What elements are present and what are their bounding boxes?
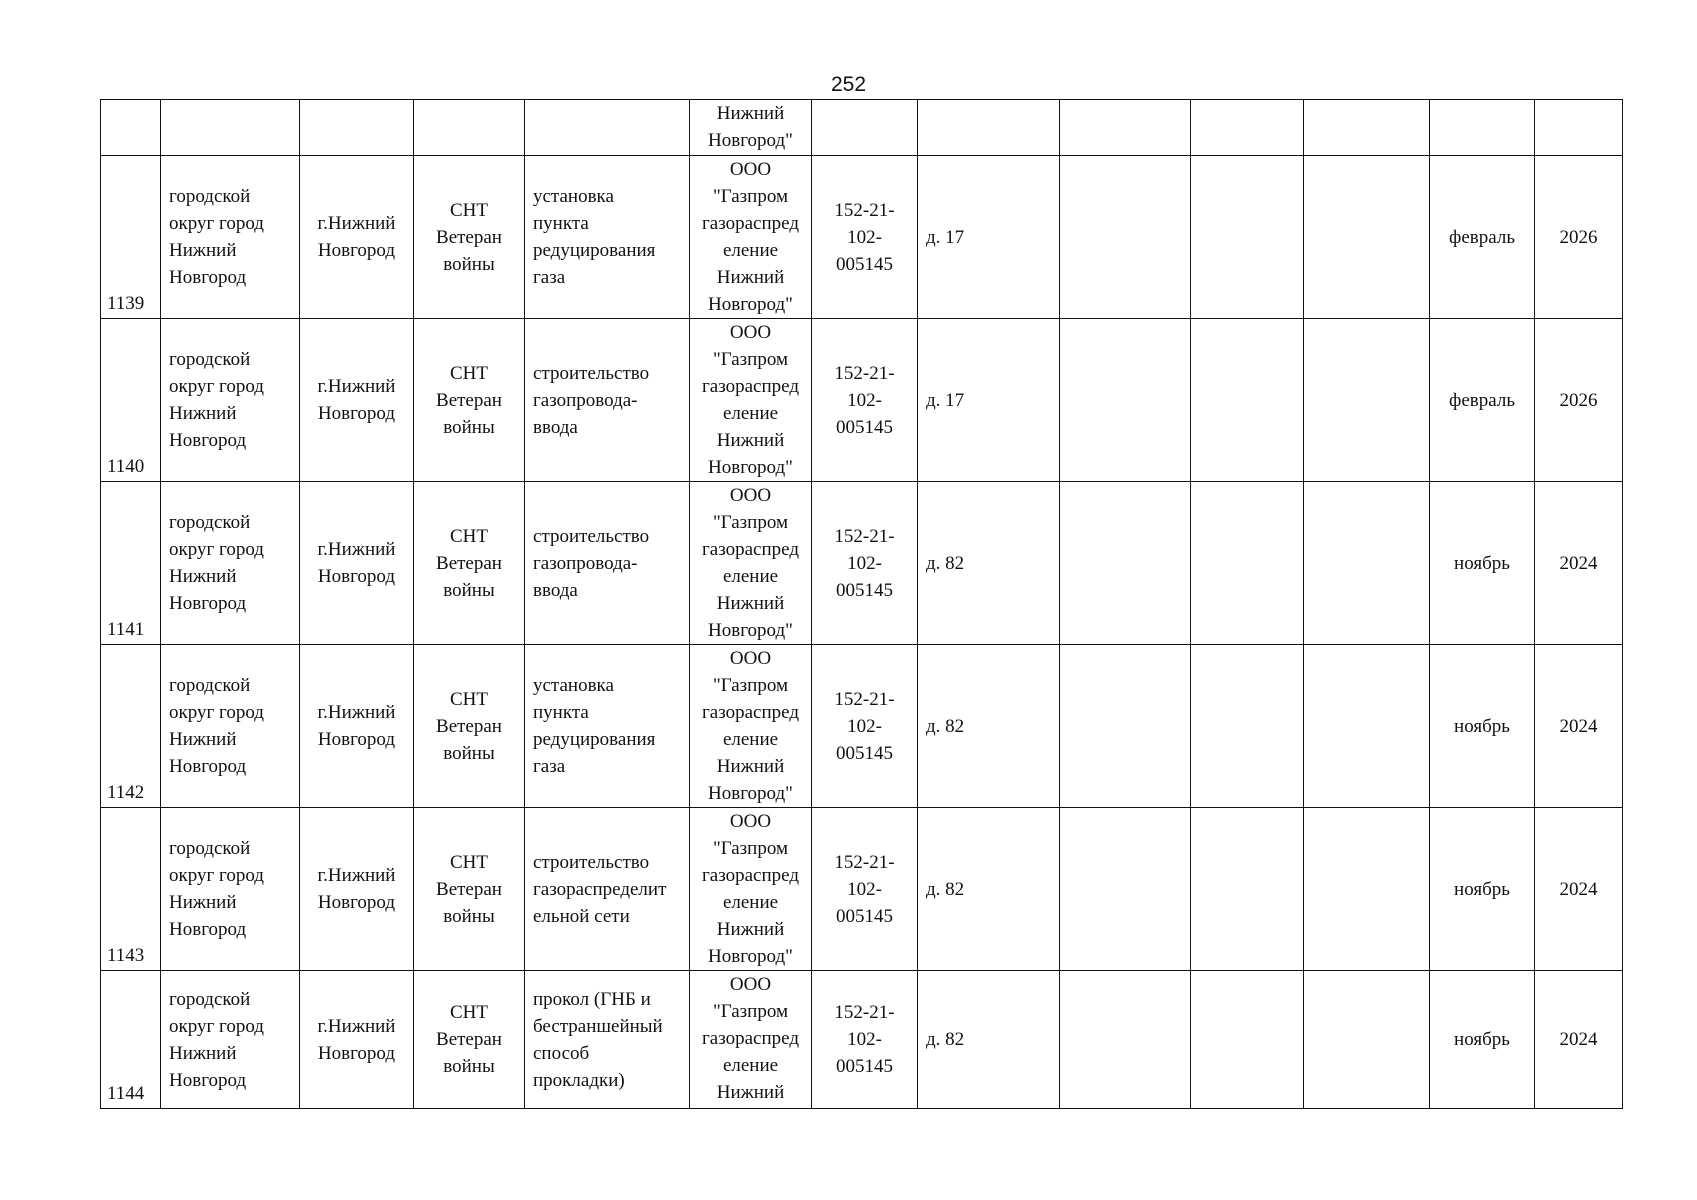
district-line: городской: [169, 675, 251, 696]
cell-address: [918, 100, 1060, 156]
table-body: [101, 100, 1623, 1109]
cell-year: 2024: [1535, 808, 1623, 971]
organization-line: Новгород": [708, 294, 793, 315]
cell-empty: [1060, 156, 1191, 319]
cell-empty: [1191, 645, 1304, 808]
work-line: строительство: [533, 525, 650, 547]
work-line: ельной сети: [533, 905, 630, 927]
code-line: 102-: [847, 552, 882, 574]
organization-line: Новгород": [708, 946, 793, 967]
cell-city: [300, 100, 414, 156]
organization-line: Нижний: [716, 1082, 785, 1103]
organization-line: газораспред: [701, 1028, 799, 1049]
organization-line: Нижний: [716, 593, 785, 614]
organization-line: "Газпром: [712, 512, 789, 533]
organization-line: ООО: [729, 974, 772, 995]
snt-line: войны: [443, 1056, 495, 1077]
cell-snt: [414, 319, 525, 482]
organization-line: Нижний: [716, 430, 785, 451]
code-line: 152-21-: [834, 1002, 895, 1023]
cell-empty: [1060, 808, 1191, 971]
work-line: ввода: [533, 416, 578, 438]
district-line: Нижний: [169, 566, 237, 587]
cell-city: [300, 482, 414, 645]
organization-line: "Газпром: [712, 186, 789, 207]
cell-num: 1139: [101, 156, 161, 319]
city-line: Новгород: [317, 1042, 396, 1064]
cell-address: д. 82: [918, 808, 1060, 971]
code-line: 102-: [847, 715, 882, 737]
cell-work: [525, 971, 690, 1109]
cell-empty: [1304, 971, 1430, 1109]
work-line: редуцирования: [533, 240, 656, 261]
cell-empty: [1304, 645, 1430, 808]
work-line: установка: [533, 675, 614, 696]
cell-code: [812, 645, 918, 808]
city-line: г.Нижний: [317, 376, 396, 397]
cell-empty: [1191, 156, 1304, 319]
cell-num: 1143: [101, 808, 161, 971]
organization-line: еление: [722, 1055, 779, 1076]
district-line: округ город: [169, 702, 264, 723]
cell-num: [101, 100, 161, 156]
cell-district: [161, 971, 300, 1109]
district-line: городской: [169, 349, 251, 370]
cell-num: 1141: [101, 482, 161, 645]
code-line: 005145: [836, 579, 893, 601]
table-row: [101, 156, 1623, 319]
code-line: 102-: [847, 226, 882, 248]
work-line: газа: [533, 756, 566, 777]
snt-line: СНТ: [450, 851, 488, 873]
cell-empty: [1060, 645, 1191, 808]
table-row: [101, 482, 1623, 645]
district-line: Новгород: [169, 267, 247, 288]
cell-empty: [1191, 971, 1304, 1109]
cell-snt: [414, 156, 525, 319]
cell-work: [525, 808, 690, 971]
cell-month: ноябрь: [1430, 971, 1535, 1109]
organization-line: "Газпром: [712, 349, 789, 370]
cell-month: ноябрь: [1430, 482, 1535, 645]
cell-work: [525, 100, 690, 156]
cell-organization: [690, 645, 812, 808]
cell-code: [812, 319, 918, 482]
city-line: Новгород: [317, 566, 396, 587]
cell-num: 1144: [101, 971, 161, 1109]
work-line: газа: [533, 267, 566, 288]
organization-line: "Газпром: [712, 675, 789, 696]
city-line: Новгород: [317, 240, 396, 261]
organization-line: Новгород": [708, 620, 793, 641]
snt-line: войны: [443, 905, 495, 927]
snt-line: Ветеран: [436, 878, 502, 900]
cell-empty: [1191, 482, 1304, 645]
work-line: установка: [533, 186, 614, 207]
district-line: Нижний: [169, 1042, 237, 1064]
district-line: Нижний: [169, 729, 237, 750]
cell-month: февраль: [1430, 319, 1535, 482]
code-line: 005145: [836, 742, 893, 764]
work-line: строительство: [533, 851, 650, 873]
cell-empty: [1191, 319, 1304, 482]
continuation-row: [101, 100, 1623, 156]
organization-line: газораспред: [701, 376, 799, 397]
cell-city: [300, 808, 414, 971]
cell-empty: [1060, 482, 1191, 645]
organization-line: еление: [722, 729, 779, 750]
code-line: 152-21-: [834, 362, 895, 384]
cell-month: ноябрь: [1430, 808, 1535, 971]
table-row: [101, 319, 1623, 482]
cell-city: [300, 156, 414, 319]
work-line: пункта: [533, 702, 589, 723]
organization-line: газораспред: [701, 865, 799, 886]
cell-empty: [1304, 100, 1430, 156]
district-line: Нижний: [169, 403, 237, 424]
cell-year: 2026: [1535, 319, 1623, 482]
cell-district: [161, 645, 300, 808]
snt-line: СНТ: [450, 525, 488, 547]
page-number: 252: [830, 73, 867, 96]
cell-empty: [1304, 319, 1430, 482]
work-line: способ: [533, 1042, 590, 1064]
code-line: 005145: [836, 416, 893, 438]
city-line: г.Нижний: [317, 213, 396, 234]
cell-organization: [690, 808, 812, 971]
code-line: 102-: [847, 1029, 882, 1050]
work-line: строительство: [533, 362, 650, 384]
cell-month: [1430, 100, 1535, 156]
cell-snt: [414, 482, 525, 645]
organization-line: ООО: [729, 648, 772, 669]
org-line: Нижний: [716, 103, 785, 124]
city-line: г.Нижний: [317, 702, 396, 723]
cell-code: [812, 100, 918, 156]
district-line: округ город: [169, 539, 264, 560]
snt-line: войны: [443, 253, 495, 275]
district-line: округ город: [169, 213, 264, 234]
organization-line: Нижний: [716, 919, 785, 940]
snt-line: СНТ: [450, 688, 488, 710]
cell-organization: [690, 100, 812, 156]
cell-city: [300, 645, 414, 808]
code-line: 102-: [847, 878, 882, 900]
work-line: газопровода-: [533, 389, 638, 411]
code-line: 005145: [836, 1056, 893, 1077]
cell-district: [161, 100, 300, 156]
cell-empty: [1304, 482, 1430, 645]
code-line: 005145: [836, 253, 893, 275]
snt-line: Ветеран: [436, 226, 502, 248]
organization-line: еление: [722, 566, 779, 587]
cell-year: 2026: [1535, 156, 1623, 319]
cell-city: [300, 319, 414, 482]
organization-line: Нижний: [716, 756, 785, 777]
code-line: 102-: [847, 389, 882, 411]
cell-work: [525, 482, 690, 645]
org-line: Новгород": [708, 130, 793, 151]
cell-num: 1140: [101, 319, 161, 482]
organization-line: газораспред: [701, 539, 799, 560]
district-line: городской: [169, 988, 251, 1010]
organization-line: Новгород": [708, 457, 793, 478]
cell-month: ноябрь: [1430, 645, 1535, 808]
city-line: Новгород: [317, 403, 396, 424]
work-line: газопровода-: [533, 552, 638, 574]
cell-code: [812, 156, 918, 319]
city-line: г.Нижний: [317, 539, 396, 560]
cell-work: [525, 156, 690, 319]
city-line: Новгород: [317, 892, 396, 913]
snt-line: войны: [443, 416, 495, 438]
city-line: г.Нижний: [317, 1015, 396, 1037]
cell-empty: [1060, 319, 1191, 482]
cell-district: [161, 808, 300, 971]
organization-line: "Газпром: [712, 838, 789, 859]
district-line: Новгород: [169, 1069, 247, 1091]
snt-line: Ветеран: [436, 552, 502, 574]
organization-line: ООО: [729, 811, 772, 832]
cell-organization: [690, 319, 812, 482]
cell-code: [812, 808, 918, 971]
organization-line: ООО: [729, 485, 772, 506]
work-line: газораспределит: [533, 878, 667, 900]
cell-city: [300, 971, 414, 1109]
organization-line: еление: [722, 403, 779, 424]
snt-line: СНТ: [450, 199, 488, 221]
code-line: 152-21-: [834, 688, 895, 710]
cell-year: [1535, 100, 1623, 156]
work-line: прокладки): [533, 1069, 625, 1091]
snt-line: СНТ: [450, 1002, 488, 1023]
code-line: 005145: [836, 905, 893, 927]
cell-empty: [1304, 808, 1430, 971]
organization-line: газораспред: [701, 213, 799, 234]
district-line: округ город: [169, 1015, 264, 1037]
cell-work: [525, 645, 690, 808]
cell-address: д. 17: [918, 319, 1060, 482]
cell-snt: [414, 645, 525, 808]
registry-table: [100, 99, 1623, 1109]
cell-num: 1142: [101, 645, 161, 808]
district-line: Новгород: [169, 756, 247, 777]
cell-empty: [1060, 100, 1191, 156]
organization-line: Нижний: [716, 267, 785, 288]
city-line: г.Нижний: [317, 865, 396, 886]
snt-line: Ветеран: [436, 715, 502, 737]
cell-empty: [1060, 971, 1191, 1109]
district-line: городской: [169, 512, 251, 533]
cell-district: [161, 482, 300, 645]
table-row: [101, 971, 1623, 1109]
work-line: пункта: [533, 213, 589, 234]
cell-snt: [414, 971, 525, 1109]
cell-year: 2024: [1535, 645, 1623, 808]
organization-line: ООО: [729, 322, 772, 343]
cell-snt: [414, 100, 525, 156]
cell-snt: [414, 808, 525, 971]
cell-organization: [690, 971, 812, 1109]
code-line: 152-21-: [834, 851, 895, 873]
cell-organization: [690, 482, 812, 645]
district-line: округ город: [169, 865, 264, 886]
district-line: городской: [169, 838, 251, 859]
organization-line: "Газпром: [712, 1001, 789, 1022]
cell-empty: [1191, 808, 1304, 971]
work-line: ввода: [533, 579, 578, 601]
cell-address: д. 17: [918, 156, 1060, 319]
organization-line: еление: [722, 892, 779, 913]
cell-address: д. 82: [918, 482, 1060, 645]
organization-line: Новгород": [708, 783, 793, 804]
table-row: [101, 808, 1623, 971]
snt-line: Ветеран: [436, 1029, 502, 1050]
cell-year: 2024: [1535, 971, 1623, 1109]
city-line: Новгород: [317, 729, 396, 750]
district-line: Новгород: [169, 430, 247, 451]
work-line: редуцирования: [533, 729, 656, 750]
district-line: округ город: [169, 376, 264, 397]
code-line: 152-21-: [834, 199, 895, 221]
snt-line: войны: [443, 742, 495, 764]
organization-line: еление: [722, 240, 779, 261]
work-line: прокол (ГНБ и: [533, 988, 651, 1010]
cell-organization: [690, 156, 812, 319]
cell-code: [812, 971, 918, 1109]
district-line: Новгород: [169, 919, 247, 940]
organization-line: газораспред: [701, 702, 799, 723]
district-line: Новгород: [169, 593, 247, 614]
table-row: [101, 645, 1623, 808]
cell-empty: [1191, 100, 1304, 156]
cell-address: д. 82: [918, 971, 1060, 1109]
snt-line: СНТ: [450, 362, 488, 384]
organization-line: ООО: [729, 159, 772, 180]
cell-address: д. 82: [918, 645, 1060, 808]
cell-work: [525, 319, 690, 482]
cell-year: 2024: [1535, 482, 1623, 645]
code-line: 152-21-: [834, 525, 895, 547]
work-line: бестраншейный: [533, 1015, 663, 1037]
cell-district: [161, 156, 300, 319]
cell-empty: [1304, 156, 1430, 319]
snt-line: Ветеран: [436, 389, 502, 411]
cell-district: [161, 319, 300, 482]
cell-month: февраль: [1430, 156, 1535, 319]
district-line: Нижний: [169, 892, 237, 913]
snt-line: войны: [443, 579, 495, 601]
district-line: Нижний: [169, 240, 237, 261]
district-line: городской: [169, 186, 251, 207]
cell-code: [812, 482, 918, 645]
